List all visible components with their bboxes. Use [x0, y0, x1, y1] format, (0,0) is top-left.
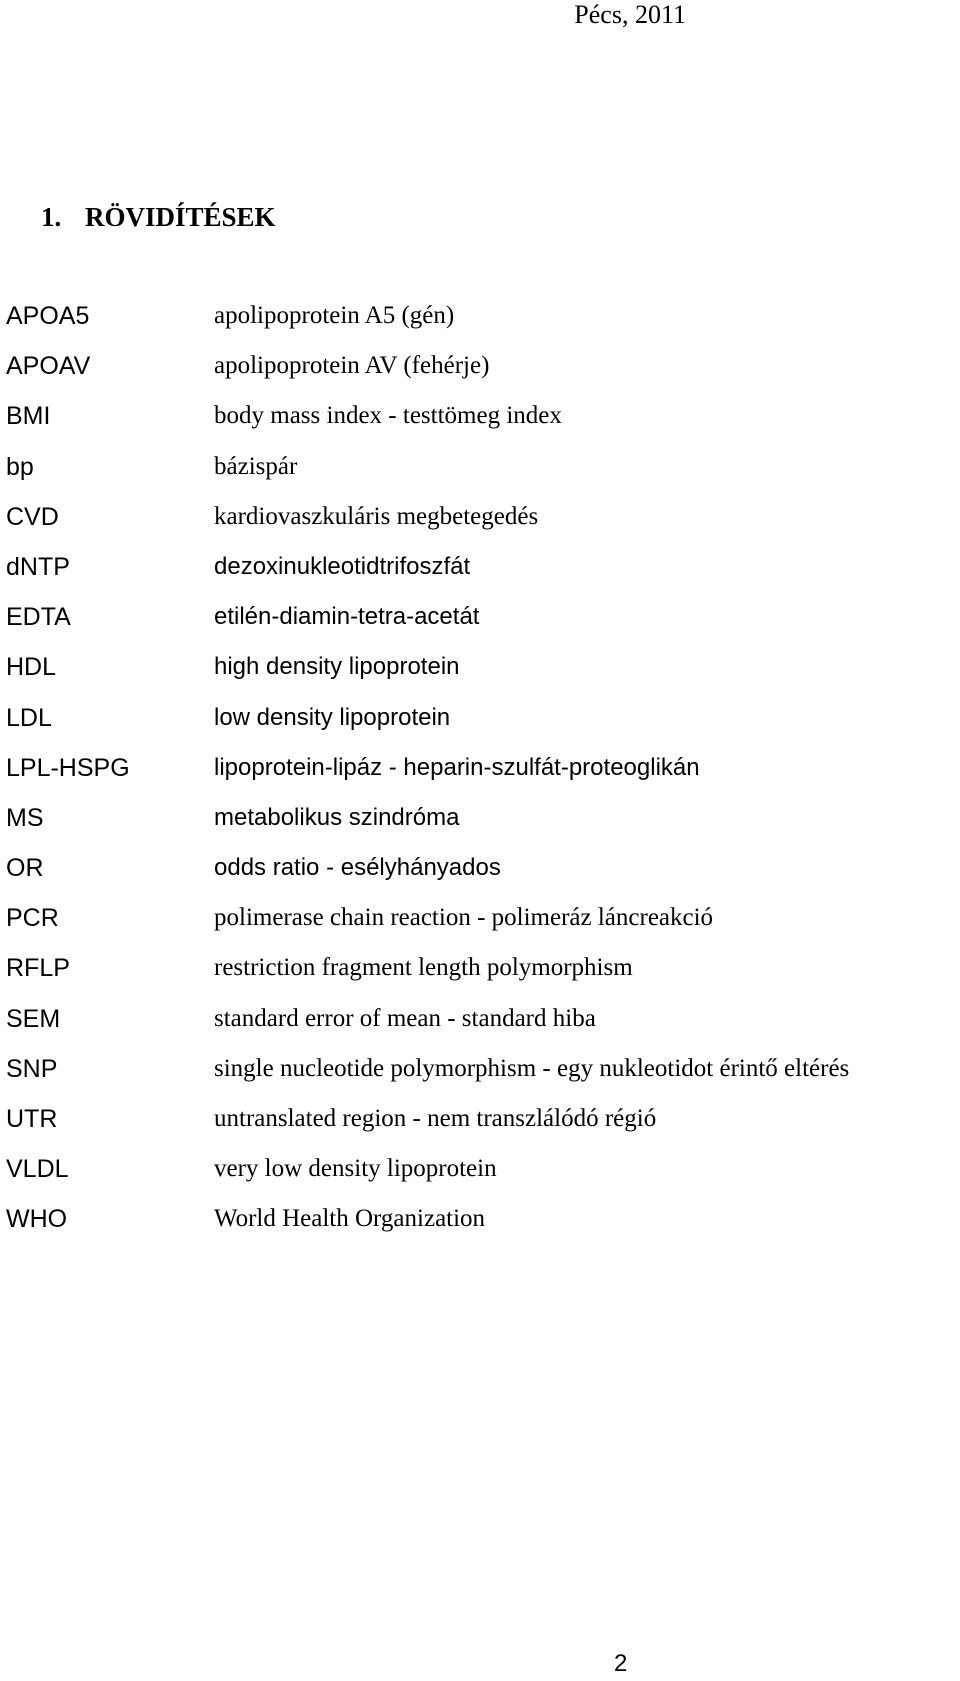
running-header: Pécs, 2011: [574, 0, 686, 29]
abbreviation-term: WHO: [6, 1205, 68, 1234]
abbreviation-definition: metabolikus szindróma: [214, 803, 460, 831]
abbreviation-row-ldl: [6, 704, 960, 754]
abbreviation-definition: single nucleotide polymorphism - egy nukleotidot érintő eltérés: [214, 1054, 850, 1082]
abbreviation-row-lpl-hspg: [6, 754, 960, 804]
abbreviation-definition: untranslated region - nem transzlálódó régió: [214, 1105, 657, 1132]
abbreviation-row-dntp: [6, 553, 960, 603]
abbreviation-definition: apolipoprotein A5 (gén): [214, 302, 455, 329]
abbreviation-definition: restriction fragment length polymorphism: [214, 954, 633, 982]
abbreviation-definition: body mass index - testtömeg index: [214, 402, 562, 430]
abbreviation-definition: etilén-diamin-tetra-acetát: [214, 603, 480, 631]
abbreviation-term: EDTA: [6, 603, 71, 632]
abbreviation-term: LDL: [6, 703, 52, 732]
section-number: 1.: [41, 202, 62, 233]
abbreviation-row-cvd: [6, 503, 960, 553]
abbreviation-definition: kardiovaszkuláris megbetegedés: [214, 502, 539, 530]
abbreviation-definition: standard error of mean - standard hiba: [214, 1004, 596, 1032]
abbreviation-definition: odds ratio - esélyhányados: [214, 854, 501, 882]
abbreviation-term: UTR: [6, 1105, 58, 1133]
abbreviation-row-snp: [6, 1055, 960, 1105]
abbreviation-term: RFLP: [6, 954, 70, 983]
abbreviation-term: SNP: [6, 1054, 58, 1083]
abbreviation-term: OR: [6, 854, 44, 883]
abbreviation-row-who: [6, 1205, 960, 1255]
abbreviation-definition: bázispár: [214, 452, 298, 480]
abbreviation-row-bmi: [6, 402, 960, 452]
abbreviation-row-apoav: [6, 352, 960, 402]
abbreviation-term: BMI: [6, 402, 51, 431]
abbreviation-definition: low density lipoprotein: [214, 703, 451, 731]
abbreviation-term: APOA5: [6, 302, 90, 330]
abbreviation-term: CVD: [6, 502, 59, 531]
abbreviation-term: APOAV: [6, 352, 91, 381]
page-number: 2: [614, 1650, 628, 1677]
abbreviation-definition: very low density lipoprotein: [214, 1155, 497, 1183]
abbreviation-term: PCR: [6, 904, 59, 933]
abbreviation-row-sem: [6, 1005, 960, 1055]
abbreviation-row-edta: [6, 603, 960, 653]
section-title: RÖVIDÍTÉSEK: [85, 202, 276, 233]
abbreviation-row-bp: [6, 453, 960, 503]
abbreviation-row-ms: [6, 804, 960, 854]
abbreviation-row-or: [6, 854, 960, 904]
abbreviation-term: dNTP: [6, 552, 70, 581]
abbreviation-term: bp: [6, 452, 34, 481]
abbreviation-term: LPL-HSPG: [6, 753, 130, 782]
abbreviation-term: MS: [6, 803, 44, 832]
abbreviation-definition: apolipoprotein AV (fehérje): [214, 352, 490, 380]
section-heading: [41, 200, 276, 234]
abbreviation-term: HDL: [6, 653, 57, 682]
abbreviation-row-utr: [6, 1105, 960, 1155]
abbreviation-row-vldl: [6, 1155, 960, 1205]
abbreviation-row-pcr: [6, 904, 960, 954]
abbreviation-term: SEM: [6, 1004, 61, 1033]
abbreviation-definition: dezoxinukleotidtrifoszfát: [214, 552, 471, 580]
abbreviation-term: VLDL: [6, 1155, 69, 1184]
abbreviation-row-hdl: [6, 653, 960, 703]
abbreviation-list: [6, 302, 960, 1256]
abbreviation-row-apoa5: [6, 302, 960, 352]
abbreviation-definition: polimerase chain reaction - polimeráz láncreakció: [214, 904, 714, 932]
abbreviation-definition: high density lipoprotein: [214, 653, 460, 681]
abbreviation-definition: World Health Organization: [214, 1205, 486, 1233]
abbreviation-definition: lipoprotein-lipáz - heparin-szulfát-proteoglikán: [214, 753, 700, 781]
abbreviation-row-rflp: [6, 954, 960, 1004]
